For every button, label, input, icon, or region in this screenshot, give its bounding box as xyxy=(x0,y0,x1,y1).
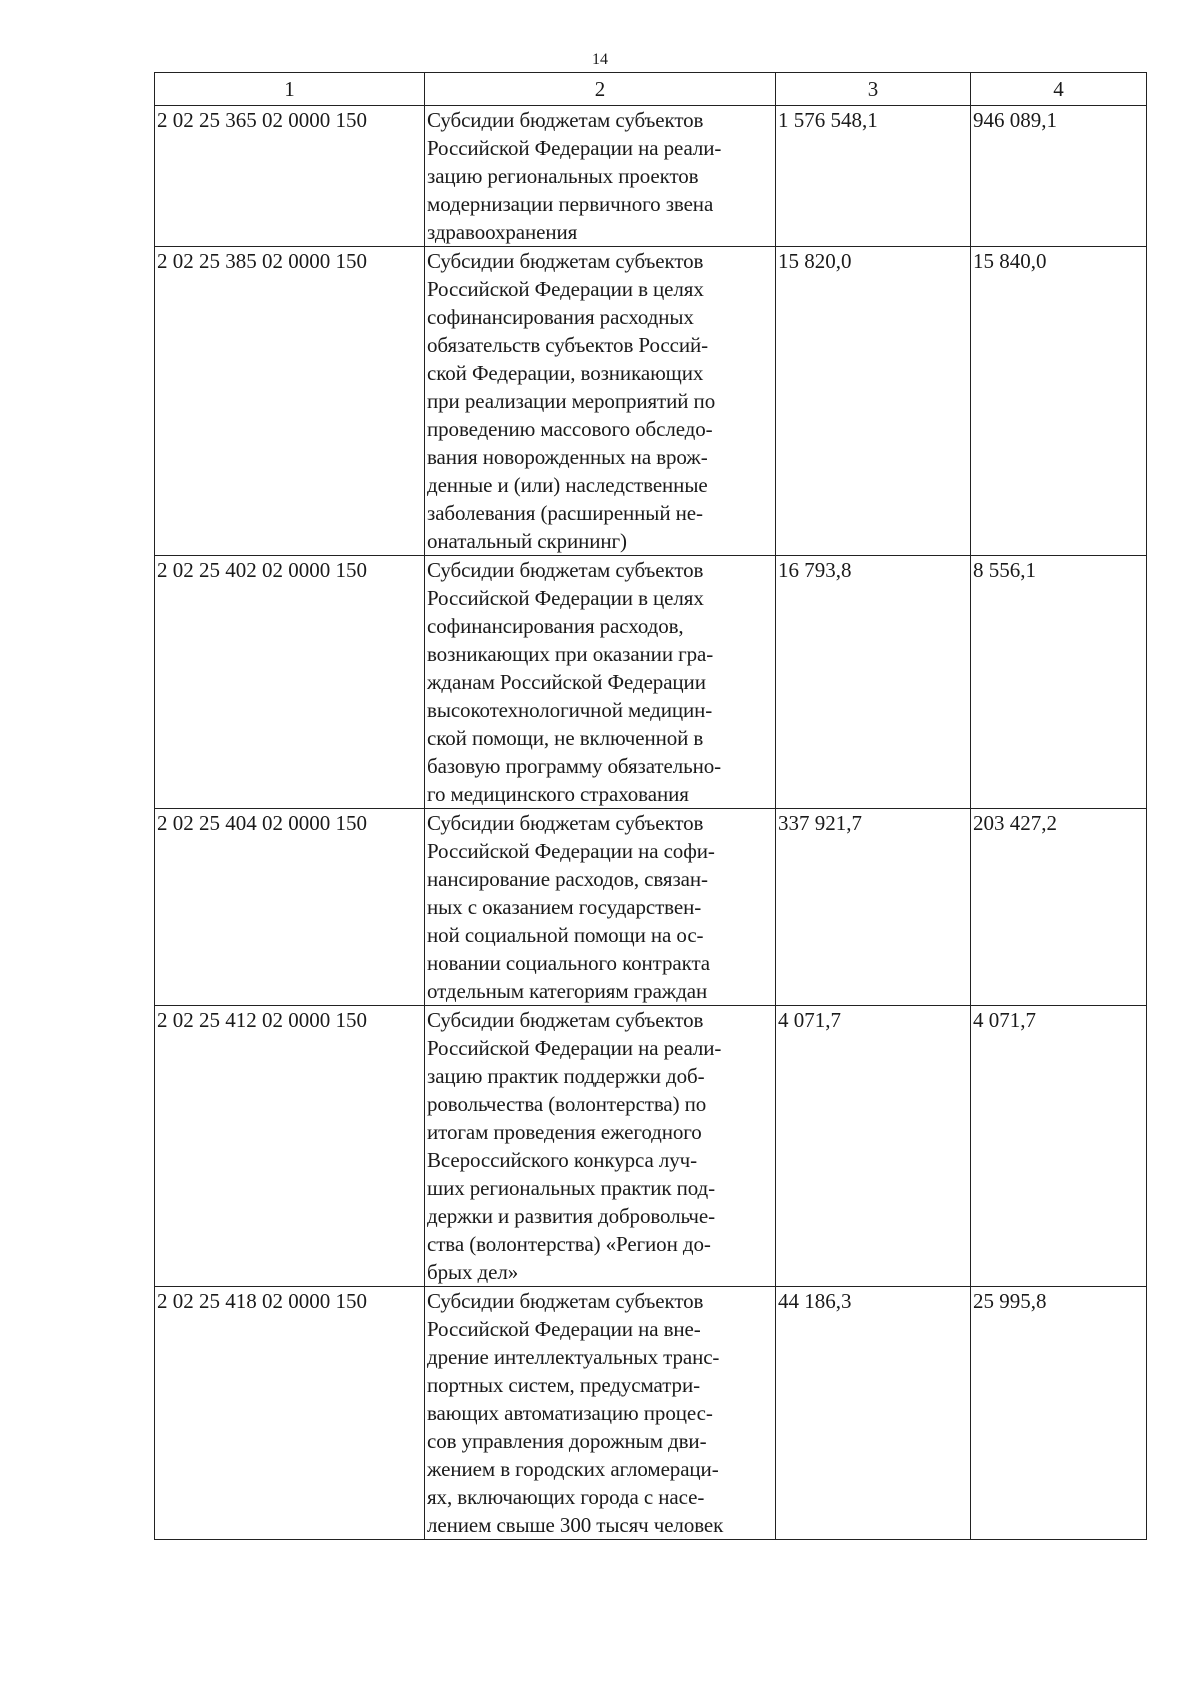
description-line: Субсидии бюджетам субъектов xyxy=(427,811,704,835)
description-line: Российской Федерации на софи- xyxy=(427,839,715,863)
description-line: сов управления дорожным дви- xyxy=(427,1429,707,1453)
description-line: го медицинского страхования xyxy=(427,782,689,806)
table-body xyxy=(155,106,1147,1540)
description-line: здравоохранения xyxy=(427,220,578,244)
description-line: модернизации первичного звена xyxy=(427,192,714,216)
description-line: софинансирования расходов, xyxy=(427,614,684,638)
budget-code-cell: 2 02 25 404 02 0000 150 xyxy=(155,809,425,1006)
description-line: базовую программу обязательно- xyxy=(427,754,721,778)
column-header-2: 2 xyxy=(425,73,776,106)
description-line: Российской Федерации в целях xyxy=(427,586,704,610)
description-cell xyxy=(425,106,776,247)
description-line: ных с оказанием государствен- xyxy=(427,895,702,919)
table-header-row xyxy=(155,73,1147,106)
description-line: высокотехнологичной медицин- xyxy=(427,698,713,722)
budget-code-cell: 2 02 25 412 02 0000 150 xyxy=(155,1006,425,1287)
value-column-4-cell: 8 556,1 xyxy=(971,556,1147,809)
description-line: ях, включающих города с насе- xyxy=(427,1485,705,1509)
value-column-4-cell: 203 427,2 xyxy=(971,809,1147,1006)
description-line: ства (волонтерства) «Регион до- xyxy=(427,1232,711,1256)
description-line: онатальный скрининг) xyxy=(427,529,627,553)
description-line: заболевания (расширенный не- xyxy=(427,501,703,525)
description-cell xyxy=(425,1287,776,1540)
value-column-3-cell: 44 186,3 xyxy=(776,1287,971,1540)
description-line: зацию региональных проектов xyxy=(427,164,699,188)
table-row xyxy=(155,247,1147,556)
budget-code-cell: 2 02 25 402 02 0000 150 xyxy=(155,556,425,809)
description-line: при реализации мероприятий по xyxy=(427,389,716,413)
description-line: Российской Федерации на реали- xyxy=(427,136,722,160)
description-line: жданам Российской Федерации xyxy=(427,670,706,694)
description-line: портных систем, предусматри- xyxy=(427,1373,700,1397)
column-header-4: 4 xyxy=(971,73,1147,106)
description-line: проведению массового обследо- xyxy=(427,417,713,441)
description-line: Российской Федерации на вне- xyxy=(427,1317,701,1341)
page-number: 14 xyxy=(592,51,608,68)
table-row xyxy=(155,556,1147,809)
description-line: Субсидии бюджетам субъектов xyxy=(427,1289,704,1313)
description-line: ной социальной помощи на ос- xyxy=(427,923,704,947)
description-line: лением свыше 300 тысяч человек xyxy=(427,1513,724,1537)
column-header-3: 3 xyxy=(776,73,971,106)
description-line: софинансирования расходных xyxy=(427,305,694,329)
budget-code-cell: 2 02 25 365 02 0000 150 xyxy=(155,106,425,247)
value-column-4-cell: 946 089,1 xyxy=(971,106,1147,247)
description-line: ших региональных практик под- xyxy=(427,1176,715,1200)
description-line: вания новорожденных на врож- xyxy=(427,445,708,469)
value-column-3-cell: 16 793,8 xyxy=(776,556,971,809)
description-cell xyxy=(425,809,776,1006)
table-row xyxy=(155,1287,1147,1540)
description-line: Субсидии бюджетам субъектов xyxy=(427,558,704,582)
description-line: новании социального контракта xyxy=(427,951,711,975)
value-column-3-cell: 337 921,7 xyxy=(776,809,971,1006)
description-line: дрение интеллектуальных транс- xyxy=(427,1345,720,1369)
budget-code-cell: 2 02 25 418 02 0000 150 xyxy=(155,1287,425,1540)
description-cell xyxy=(425,247,776,556)
description-line: Российской Федерации в целях xyxy=(427,277,704,301)
description-line: Субсидии бюджетам субъектов xyxy=(427,108,704,132)
description-line: брых дел» xyxy=(427,1260,519,1284)
value-column-4-cell: 15 840,0 xyxy=(971,247,1147,556)
description-cell xyxy=(425,556,776,809)
description-cell xyxy=(425,1006,776,1287)
value-column-4-cell: 4 071,7 xyxy=(971,1006,1147,1287)
description-line: обязательств субъектов Россий- xyxy=(427,333,709,357)
description-line: итогам проведения ежегодного xyxy=(427,1120,702,1144)
description-line: нансирование расходов, связан- xyxy=(427,867,708,891)
budget-table xyxy=(154,72,1147,1540)
description-line: жением в городских агломераци- xyxy=(427,1457,719,1481)
table-row xyxy=(155,1006,1147,1287)
column-header-1: 1 xyxy=(155,73,425,106)
description-line: возникающих при оказании гра- xyxy=(427,642,714,666)
description-line: ровольчества (волонтерства) по xyxy=(427,1092,707,1116)
description-line: ской помощи, не включенной в xyxy=(427,726,704,750)
value-column-3-cell: 15 820,0 xyxy=(776,247,971,556)
description-line: вающих автоматизацию процес- xyxy=(427,1401,713,1425)
table-row xyxy=(155,106,1147,247)
description-line: денные и (или) наследственные xyxy=(427,473,708,497)
description-line: отдельным категориям граждан xyxy=(427,979,708,1003)
table-row xyxy=(155,809,1147,1006)
description-line: держки и развития добровольче- xyxy=(427,1204,715,1228)
description-line: зацию практик поддержки доб- xyxy=(427,1064,705,1088)
budget-code-cell: 2 02 25 385 02 0000 150 xyxy=(155,247,425,556)
value-column-3-cell: 1 576 548,1 xyxy=(776,106,971,247)
description-line: Всероссийского конкурса луч- xyxy=(427,1148,698,1172)
description-line: ской Федерации, возникающих xyxy=(427,361,704,385)
description-line: Субсидии бюджетам субъектов xyxy=(427,249,704,273)
value-column-3-cell: 4 071,7 xyxy=(776,1006,971,1287)
description-line: Субсидии бюджетам субъектов xyxy=(427,1008,704,1032)
description-line: Российской Федерации на реали- xyxy=(427,1036,722,1060)
value-column-4-cell: 25 995,8 xyxy=(971,1287,1147,1540)
